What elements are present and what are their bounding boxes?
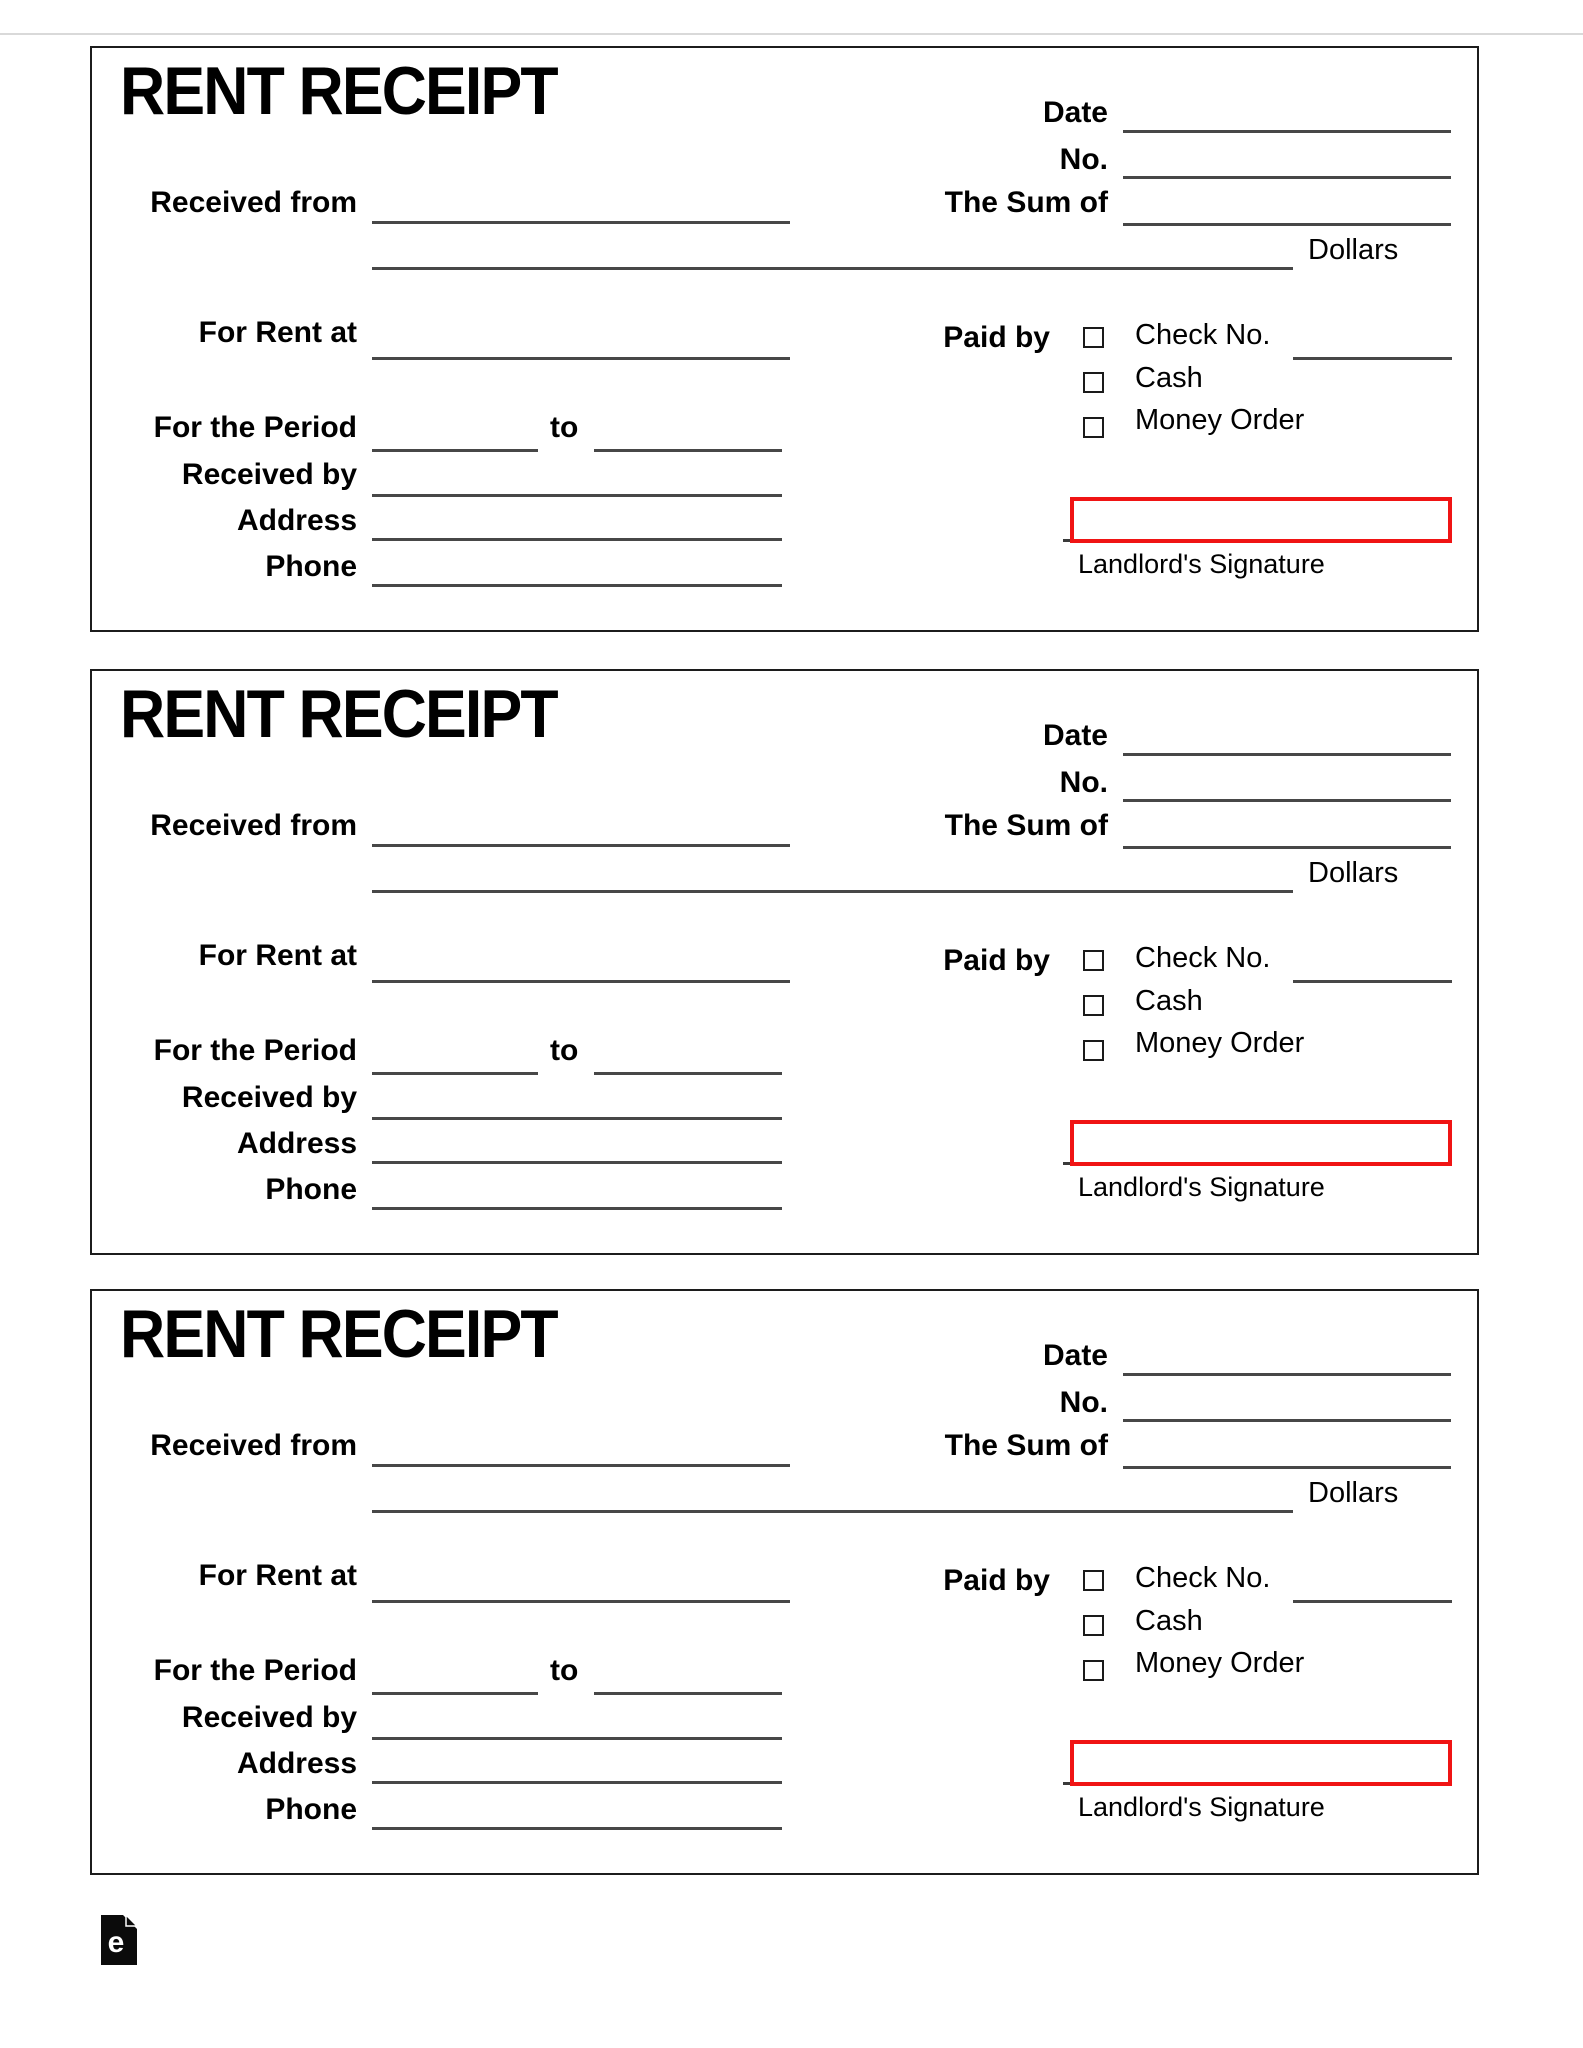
- signature-field-box[interactable]: [1070, 1120, 1452, 1166]
- received-from-label: Received from: [150, 186, 357, 219]
- signature-field-box[interactable]: [1070, 497, 1452, 543]
- paid-by-label: Paid by: [943, 321, 1050, 354]
- check-no-label: Check No.: [1135, 942, 1271, 974]
- for-rent-at-label: For Rent at: [198, 939, 357, 972]
- no-field-line[interactable]: [1123, 1419, 1451, 1422]
- check-no-checkbox[interactable]: [1083, 1570, 1104, 1591]
- phone-label: Phone: [265, 550, 357, 583]
- address-label: Address: [236, 1127, 357, 1160]
- period-to-field-line[interactable]: [594, 1072, 782, 1075]
- money-order-label: Money Order: [1135, 404, 1305, 436]
- dollars-label: Dollars: [1308, 1477, 1399, 1509]
- cash-label: Cash: [1135, 362, 1203, 394]
- for-rent-at-field-line[interactable]: [372, 980, 790, 983]
- for-rent-at-field-line[interactable]: [372, 357, 790, 360]
- received-by-field-line[interactable]: [372, 1117, 782, 1120]
- check-no-checkbox[interactable]: [1083, 327, 1104, 348]
- cash-label: Cash: [1135, 1605, 1203, 1637]
- address-field-line[interactable]: [372, 1781, 782, 1784]
- no-field-line[interactable]: [1123, 799, 1451, 802]
- date-field-line[interactable]: [1123, 1373, 1451, 1376]
- for-rent-at-field-line[interactable]: [372, 1600, 790, 1603]
- period-to-field-line[interactable]: [594, 1692, 782, 1695]
- amount-words-field-line[interactable]: [372, 267, 1293, 270]
- for-rent-at-label: For Rent at: [198, 1559, 357, 1592]
- eforms-logo-icon: [101, 1915, 137, 1965]
- period-label: For the Period: [153, 1654, 357, 1687]
- no-label: No.: [1059, 1386, 1108, 1419]
- dollars-label: Dollars: [1308, 234, 1399, 266]
- amount-words-field-line[interactable]: [372, 890, 1293, 893]
- phone-label: Phone: [265, 1793, 357, 1826]
- cash-checkbox[interactable]: [1083, 1615, 1104, 1636]
- date-label: Date: [1042, 96, 1108, 129]
- phone-field-line[interactable]: [372, 1827, 782, 1830]
- address-field-line[interactable]: [372, 1161, 782, 1164]
- receipt-title: RENT RECEIPT: [120, 676, 557, 752]
- money-order-label: Money Order: [1135, 1647, 1305, 1679]
- no-field-line[interactable]: [1123, 176, 1451, 179]
- dollars-label: Dollars: [1308, 857, 1399, 889]
- sum-of-label: The Sum of: [944, 809, 1108, 842]
- period-from-field-line[interactable]: [372, 449, 538, 452]
- period-label: For the Period: [153, 1034, 357, 1067]
- cash-label: Cash: [1135, 985, 1203, 1017]
- date-label: Date: [1042, 719, 1108, 752]
- rent-receipt-2: [90, 669, 1479, 1255]
- sum-of-label: The Sum of: [944, 186, 1108, 219]
- address-field-line[interactable]: [372, 538, 782, 541]
- sum-field-line[interactable]: [1123, 223, 1451, 226]
- rent-receipt-1: [90, 46, 1479, 632]
- landlords-signature-label: Landlord's Signature: [1078, 1172, 1325, 1202]
- money-order-checkbox[interactable]: [1083, 1040, 1104, 1061]
- for-rent-at-label: For Rent at: [198, 316, 357, 349]
- period-to-field-line[interactable]: [594, 449, 782, 452]
- money-order-label: Money Order: [1135, 1027, 1305, 1059]
- period-from-field-line[interactable]: [372, 1692, 538, 1695]
- received-from-field-line[interactable]: [372, 1464, 790, 1467]
- received-by-label: Received by: [181, 1701, 357, 1734]
- paid-by-label: Paid by: [943, 944, 1050, 977]
- check-no-field-line[interactable]: [1293, 357, 1452, 360]
- page-top-edge-line: [0, 33, 1583, 35]
- received-from-label: Received from: [150, 809, 357, 842]
- cash-checkbox[interactable]: [1083, 372, 1104, 393]
- phone-field-line[interactable]: [372, 584, 782, 587]
- period-label: For the Period: [153, 411, 357, 444]
- received-by-label: Received by: [181, 458, 357, 491]
- check-no-field-line[interactable]: [1293, 1600, 1452, 1603]
- received-by-label: Received by: [181, 1081, 357, 1114]
- cash-checkbox[interactable]: [1083, 995, 1104, 1016]
- sum-of-label: The Sum of: [944, 1429, 1108, 1462]
- check-no-checkbox[interactable]: [1083, 950, 1104, 971]
- receipt-title: RENT RECEIPT: [120, 53, 557, 129]
- check-no-field-line[interactable]: [1293, 980, 1452, 983]
- period-to-label: to: [550, 1034, 579, 1067]
- received-by-field-line[interactable]: [372, 1737, 782, 1740]
- paid-by-label: Paid by: [943, 1564, 1050, 1597]
- amount-words-field-line[interactable]: [372, 1510, 1293, 1513]
- landlords-signature-label: Landlord's Signature: [1078, 1792, 1325, 1822]
- date-field-line[interactable]: [1123, 130, 1451, 133]
- receipt-title: RENT RECEIPT: [120, 1296, 557, 1372]
- signature-field-box[interactable]: [1070, 1740, 1452, 1786]
- period-to-label: to: [550, 411, 579, 444]
- period-from-field-line[interactable]: [372, 1072, 538, 1075]
- check-no-label: Check No.: [1135, 1562, 1271, 1594]
- eforms-logo-letter: e: [107, 1926, 125, 1959]
- sum-field-line[interactable]: [1123, 846, 1451, 849]
- received-from-field-line[interactable]: [372, 844, 790, 847]
- sum-field-line[interactable]: [1123, 1466, 1451, 1469]
- rent-receipt-3: [90, 1289, 1479, 1875]
- phone-label: Phone: [265, 1173, 357, 1206]
- date-field-line[interactable]: [1123, 753, 1451, 756]
- landlords-signature-label: Landlord's Signature: [1078, 549, 1325, 579]
- check-no-label: Check No.: [1135, 319, 1271, 351]
- address-label: Address: [236, 1747, 357, 1780]
- no-label: No.: [1059, 766, 1108, 799]
- received-from-label: Received from: [150, 1429, 357, 1462]
- received-by-field-line[interactable]: [372, 494, 782, 497]
- date-label: Date: [1042, 1339, 1108, 1372]
- money-order-checkbox[interactable]: [1083, 1660, 1104, 1681]
- no-label: No.: [1059, 143, 1108, 176]
- money-order-checkbox[interactable]: [1083, 417, 1104, 438]
- received-from-field-line[interactable]: [372, 221, 790, 224]
- phone-field-line[interactable]: [372, 1207, 782, 1210]
- period-to-label: to: [550, 1654, 579, 1687]
- address-label: Address: [236, 504, 357, 537]
